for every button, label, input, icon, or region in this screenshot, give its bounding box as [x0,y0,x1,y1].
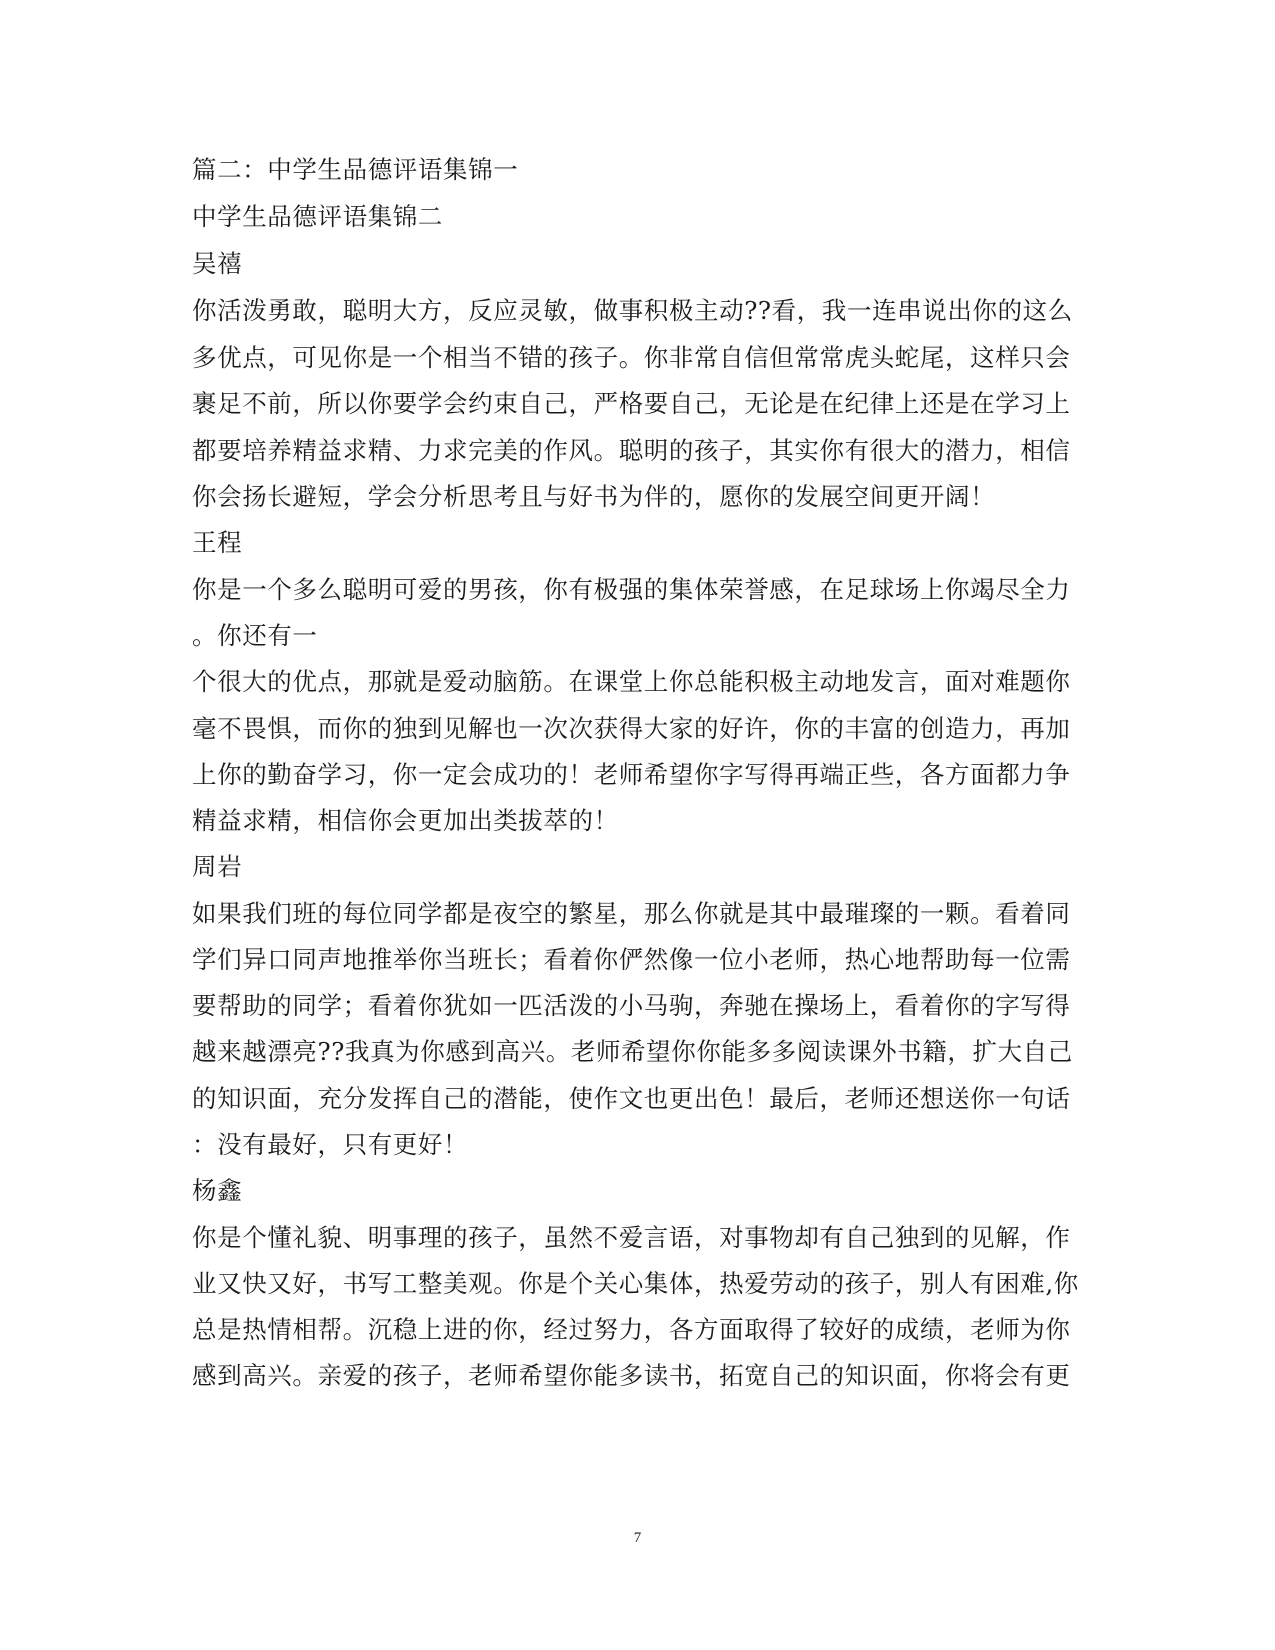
text-line: 要帮助的同学；看着你犹如一匹活泼的小马驹，奔驰在操场上，看着你的字写得 [192,991,1071,1020]
text-line: 精益求精，相信你会更加出类拔萃的！ [192,806,619,835]
student-name: 王程 [192,528,243,557]
text-line: 的知识面，充分发挥自己的潜能，使作文也更出色！最后，老师还想送你一句话 [192,1084,1071,1113]
text-line: 多优点，可见你是一个相当不错的孩子。你非常自信但常常虎头蛇尾，这样只会 [192,343,1071,372]
text-line: 业又快又好，书写工整美观。你是个关心集体，热爱劳动的孩子，别人有困难,你 [192,1269,1079,1298]
text-line: 感到高兴。亲爱的孩子，老师希望你能多读书，拓宽自己的知识面，你将会有更 [192,1361,1071,1390]
text-line: 总是热情相帮。沉稳上进的你，经过努力，各方面取得了较好的成绩，老师为你 [192,1315,1071,1344]
text-line: 你是一个多么聪明可爱的男孩，你有极强的集体荣誉感，在足球场上你竭尽全力 [192,575,1071,604]
text-line: 个很大的优点，那就是爱动脑筋。在课堂上你总能积极主动地发言，面对难题你 [192,667,1071,696]
text-line: 如果我们班的每位同学都是夜空的繁星，那么你就是其中最璀璨的一颗。看着同 [192,899,1071,928]
text-line: 都要培养精益求精、力求完美的作风。聪明的孩子，其实你有很大的潜力，相信 [192,436,1071,465]
section-heading: 篇二：中学生品德评语集锦一 [192,155,519,184]
text-line: 你会扬长避短，学会分析思考且与好书为伴的，愿你的发展空间更开阔！ [192,482,996,511]
text-line: 你是个懂礼貌、明事理的孩子，虽然不爱言语，对事物却有自己独到的见解，作 [192,1223,1071,1252]
student-name: 吴禧 [192,249,243,278]
text-line: 上你的勤奋学习，你一定会成功的！老师希望你字写得再端正些，各方面都力争 [192,760,1071,789]
text-line: 你活泼勇敢，聪明大方，反应灵敏，做事积极主动??看，我一连串说出你的这么 [192,296,1073,325]
text-line: 越来越漂亮??我真为你感到高兴。老师希望你你能多多阅读课外书籍，扩大自己 [192,1037,1073,1066]
text-line: 裹足不前，所以你要学会约束自己，严格要自己，无论是在纪律上还是在学习上 [192,389,1071,418]
document-title: 中学生品德评语集锦二 [192,202,443,231]
text-line: 学们异口同声地推举你当班长；看着你俨然像一位小老师，热心地帮助每一位需 [192,945,1071,974]
text-line: 。你还有一 [192,621,318,650]
page-number: 7 [633,1530,642,1546]
text-line: ：没有最好，只有更好！ [192,1130,469,1159]
student-name: 周岩 [192,852,243,881]
text-line: 毫不畏惧，而你的独到见解也一次次获得大家的好许，你的丰富的创造力，再加 [192,714,1071,743]
student-name: 杨鑫 [192,1176,243,1205]
